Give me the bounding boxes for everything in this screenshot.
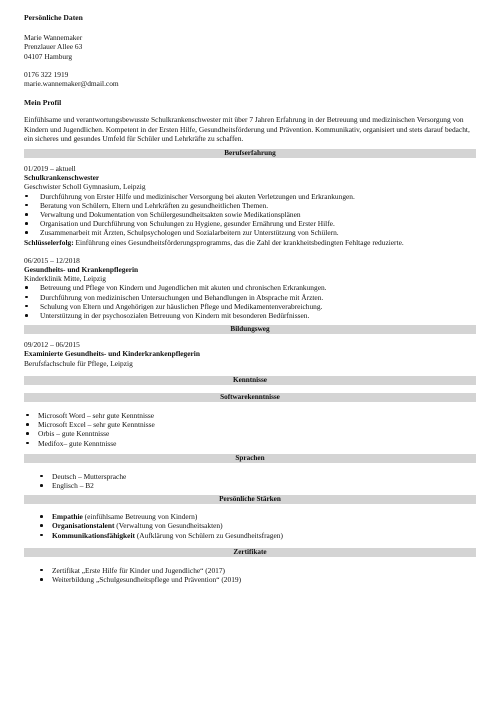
list-item: Verwaltung und Dokumentation von Schülergesundheitsakten sowie Medikationsplänen (24, 210, 476, 219)
bullet-icon (40, 475, 43, 478)
bullet-icon (25, 204, 28, 207)
list-item: Beratung von Schülern, Eltern und Lehrkräften zu gesundheitlichen Themen. (24, 201, 476, 210)
list-item: Deutsch – Muttersprache (24, 472, 476, 481)
certificate-list (24, 566, 476, 584)
phone-number: 0176 322 1919 (24, 69, 69, 79)
list-item: Medifox– gute Kenntnisse (24, 439, 476, 448)
bullet-icon (25, 231, 28, 234)
education-title: Examinierte Gesundheits- und Kinderkrankenpflegerin (24, 349, 200, 359)
list-item: Organisation und Durchführung von Schulungen zu Hygiene, gesunder Ernährung und Erster Hilfe. (24, 219, 476, 228)
key-success-label: Schlüsselerfolg: (24, 237, 74, 247)
email-address: marie.wannemaker@dmail.com (24, 79, 119, 89)
language-list (24, 472, 476, 490)
bullet-icon (40, 484, 43, 487)
list-item: Zusammenarbeit mit Ärzten, Schulpsychologen und Sozialarbeitern zur Unterstützung von Schülern. (24, 228, 476, 237)
job-1-period: 01/2019 – aktuell (24, 164, 76, 174)
person-name: Marie Wannemaker (24, 33, 83, 43)
section-bar-software: Softwarekenntnisse (24, 393, 476, 402)
bullet-icon (25, 213, 28, 216)
cv-content (24, 13, 476, 584)
bullet-icon (25, 222, 28, 225)
list-item: Weiterbildung „Schulgesundheitspflege und Prävention“ (2019) (24, 575, 476, 584)
bullet-icon (26, 442, 29, 445)
bullet-icon (25, 296, 28, 299)
list-item: Kommunikationsfähigkeit (Aufklärung von Schülern zu Gesundheitsfragen) (24, 531, 476, 540)
profile-text: Einfühlsame und verantwortungsbewusste Schulkrankenschwester mit über 7 Jahren Erfahrung in der Betreuung und medizinischen Versorgung von Kindern und Jugendlichen. Kompetent in der Ersten Hilfe, Gesundheitsförderung und Prävention. Kommunikativ, organisiert und stets darauf bedacht, ein sicheres und gesundes Umfeld für Schüler und Lehrkräfte zu schaffen. (24, 115, 470, 143)
address-city: 04107 Hamburg (24, 51, 73, 61)
job-1-tasks (24, 192, 476, 238)
list-item: Zertifikat „Erste Hilfe für Kinder und Jugendliche“ (2017) (24, 566, 476, 575)
list-item: Schulung von Eltern und Angehörigen zur häuslichen Pflege und Medikamentenverabreichung. (24, 302, 476, 311)
strengths-list (24, 512, 476, 540)
address-street: Prenzlauer Allee 63 (24, 42, 83, 52)
bullet-icon (40, 515, 43, 518)
bullet-icon (40, 569, 43, 572)
job-1-key-success (24, 238, 476, 247)
list-item: Englisch – B2 (24, 481, 476, 490)
bullet-icon (26, 423, 29, 426)
job-2-title: Gesundheits- und Krankenpflegerin (24, 265, 139, 275)
list-item: Unterstützung in der psychosozialen Betreuung von Kindern mit besonderen Bedürfnissen. (24, 311, 476, 320)
section-bar-knowledge: Kenntnisse (24, 376, 476, 385)
bullet-icon (26, 432, 29, 435)
section-bar-languages: Sprachen (24, 454, 476, 463)
bullet-icon (25, 314, 28, 317)
list-item: Orbis – gute Kenntnisse (24, 429, 476, 438)
bullet-icon (26, 414, 29, 417)
bullet-icon (25, 305, 28, 308)
bullet-icon (40, 578, 43, 581)
job-2-tasks (24, 283, 476, 320)
list-item: Microsoft Word – sehr gute Kenntnisse (24, 411, 476, 420)
bullet-icon (40, 524, 43, 527)
bullet-icon (25, 286, 28, 289)
job-2-period: 06/2015 – 12/2018 (24, 255, 80, 265)
section-bar-experience: Berufserfahrung (24, 149, 476, 158)
software-list (24, 411, 476, 448)
list-item: Microsoft Excel – sehr gute Kenntnisse (24, 420, 476, 429)
education-school: Berufsfachschule für Pflege, Leipzig (24, 358, 133, 368)
bullet-icon (25, 195, 28, 198)
personal-heading: Persönliche Daten (24, 13, 83, 22)
section-bar-education: Bildungsweg (24, 325, 476, 334)
key-success-text: Einführung eines Gesundheitsförderungsprogramms, das die Zahl der krankheitsbedingten Fehltage reduzierte. (73, 237, 404, 247)
job-2-employer: Kinderklinik Mitte, Leipzig (24, 274, 106, 284)
list-item: Durchführung von medizinischen Untersuchungen und Behandlungen in Absprache mit Ärzten. (24, 293, 476, 302)
job-1-title: Schulkrankenschwester (24, 173, 100, 183)
list-item: Empathie (einfühlsame Betreuung von Kindern) (24, 512, 476, 521)
section-bar-strengths: Persönliche Stärken (24, 495, 476, 504)
education-period: 09/2012 – 06/2015 (24, 340, 80, 350)
list-item: Durchführung von Erster Hilfe und medizinischer Versorgung bei akuten Verletzungen und Erkrankungen. (24, 192, 476, 201)
profile-heading: Mein Profil (24, 98, 62, 108)
section-bar-certificates: Zertifikate (24, 548, 476, 557)
bullet-icon (40, 534, 43, 537)
list-item: Organisationstalent (Verwaltung von Gesundheitsakten) (24, 521, 476, 530)
list-item: Betreuung und Pflege von Kindern und Jugendlichen mit akuten und chronischen Erkrankungen. (24, 283, 476, 292)
job-1-employer: Geschwister Scholl Gymnasium, Leipzig (24, 182, 146, 192)
